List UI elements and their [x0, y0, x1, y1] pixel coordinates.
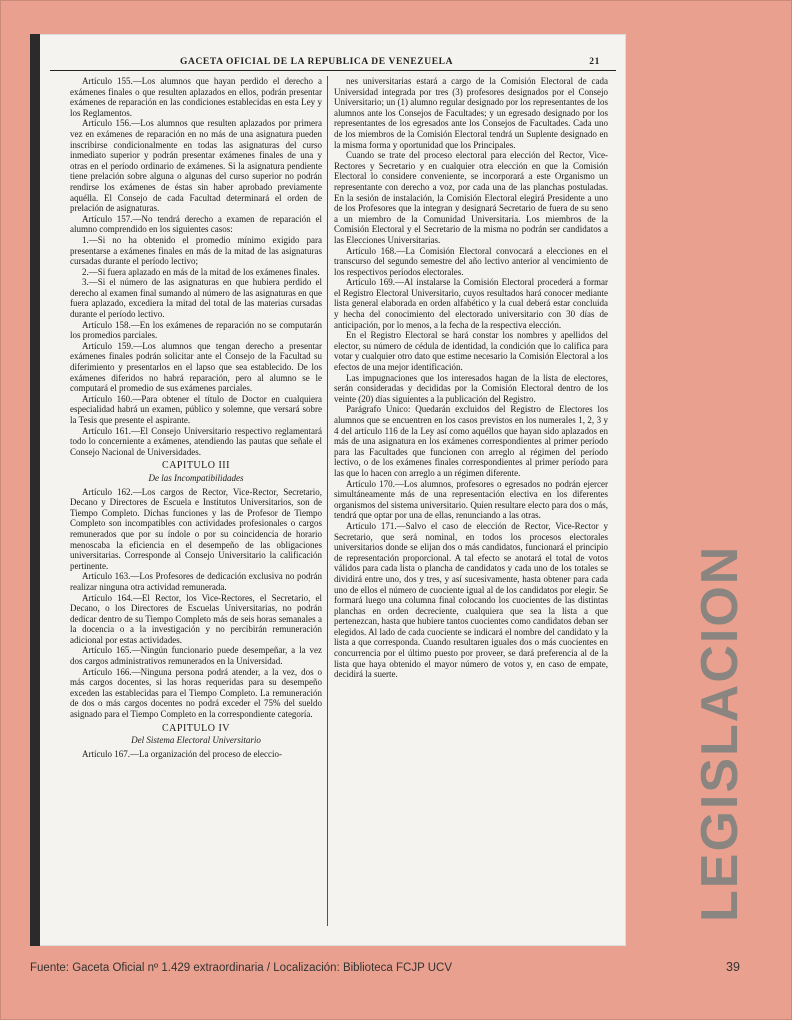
article-paragraph: Las impugnaciones que los interesados hagan de la lista de electores, serán consideradas y decididas por la Comisión Electoral dentro de los veinte (20) días siguientes a la publicación del Registro.	[334, 372, 608, 404]
article-paragraph: Artículo 164.—El Rector, los Vice-Rectores, el Secretario, el Decano, o los Directores de Escuelas Universitarias, no podrán dedicar dentro de su Tiempo Completo más de seis horas semanales a la docencia o a la investigación y no percibirán remuneración adicional por estas actividades.	[70, 592, 322, 645]
article-paragraph: Artículo 158.—En los exámenes de reparación no se computarán los promedios parciales.	[70, 319, 322, 341]
section-label-vertical: LEGISLACION	[691, 544, 749, 922]
article-paragraph: Artículo 155.—Los alumnos que hayan perdido el derecho a exámenes finales o que resulten aplazados en ellos, podrán presentar exámenes de reparación en las condiciones establecidas en esta Ley y los Reglamentos.	[70, 76, 322, 118]
article-paragraph: Artículo 171.—Salvo el caso de elección de Rector, Vice-Rector y Secretario, que será nominal, en todos los procesos electorales universitarios donde se elijan dos o más candidatos, funcionará el principio de representación proporcional. A tal efecto se anotará el total de votos válidos para cada lista o plancha de candidatos y cada uno de los totales se dividirá entre uno, dos y tres, y así sucesivamente, hasta obtener para cada uno de ellos el número de cuociente igual al de los candidatos por elegir. Se formará luego una columna final colocando los cuocientes de las distintas planchas en orden decreciente, cualquiera que sea la lista a que pertenezcan, hasta que hubiere tantos cuocientes como candidatos deban ser elegidos. Al lado de cada cuociente se indicará el nombre del candidato y la lista a que corresponda. Cuando resultaren iguales dos o más cuocientes en concurrencia por el último puesto por proveer, se dará preferencia al de la lista que haya obtenido el mayor número de votos y, en caso de empate, decidirá la suerte.	[334, 520, 608, 680]
source-caption: Fuente: Gaceta Oficial nº 1.429 extraordinaria / Localización: Biblioteca FCJP UCV	[30, 962, 453, 974]
page-number: 39	[726, 960, 740, 974]
scan-dark-edge	[30, 34, 40, 946]
article-paragraph: 3.—Si el número de las asignaturas en que hubiera perdido el derecho al examen final sumando al número de las asignaturas en que fuera aplazado, excediera la mitad del total de las materias cursadas durante el período lectivo.	[70, 277, 322, 320]
article-paragraph: Artículo 157.—No tendrá derecho a examen de reparación el alumno comprendido en los siguientes casos:	[70, 213, 322, 235]
chapter-subtitle: De las Incompatibilidades	[148, 472, 244, 483]
right-text-column	[334, 76, 608, 936]
article-paragraph: Artículo 167.—La organización del proceso de eleccio-	[82, 748, 283, 759]
article-paragraph: Artículo 168.—La Comisión Electoral convocará a elecciones en el transcurso del segundo semestre del año lectivo anterior al vencimiento de los respectivos períodos electorales.	[334, 245, 608, 277]
chapter-heading: CAPITULO III	[162, 460, 230, 472]
article-paragraph: Artículo 163.—Los Profesores de dedicación exclusiva no podrán realizar ninguna otra actividad remunerada.	[70, 571, 322, 592]
article-paragraph: 2.—Si fuera aplazado en más de la mitad de los exámenes finales.	[82, 266, 320, 277]
article-paragraph: En el Registro Electoral se hará constar los nombres y apellidos del elector, su número de cédula de identidad, la condición que lo califica para votar y cualquier otro dato que estime necesario la Comisión Electoral a los efectos de una mejor identificación.	[334, 330, 608, 373]
gazette-header-page: 21	[589, 57, 600, 67]
chapter-subtitle: Del Sistema Electoral Universitario	[131, 735, 261, 746]
gazette-header-title: GACETA OFICIAL DE LA REPUBLICA DE VENEZUELA	[180, 57, 454, 67]
scanned-document	[30, 34, 626, 946]
article-paragraph: Artículo 169.—Al instalarse la Comisión Electoral procederá a formar el Registro Electoral Universitario, cuyos resultados hará conocer mediante lista general elaborada en orden alfabético y la cual deberá estar concluida y hecha del conocimiento del electorado universitario con 30 días de anticipación, por lo menos, a la fecha de la respectiva elección.	[334, 277, 608, 330]
article-paragraph: Artículo 161.—El Consejo Universitario respectivo reglamentará todo lo concerniente a exámenes, atendiendo las pautas que señale el Consejo Nacional de Universidades.	[70, 425, 322, 457]
article-paragraph: Artículo 156.—Los alumnos que resulten aplazados por primera vez en exámenes de reparación en no más de una asignatura pueden inscribirse condicionalmente en todas las asignaturas del curso inmediato superior y podrán presentar exámenes finales de una y otras en el período ordinario de exámenes. Si la asignatura pendiente tiene prelación sobre alguna o algunas del curso superior no podrán rendirse los exámenes de éstas sin haber aprobado previamente aquélla. El Consejo de cada Facultad determinará el orden de prelación de asignaturas.	[70, 118, 322, 214]
article-paragraph: Artículo 165.—Ningún funcionario puede desempeñar, a la vez dos cargos administrativos remunerados en la Universidad.	[70, 645, 322, 667]
article-paragraph: Artículo 170.—Los alumnos, profesores o egresados no podrán ejercer simultáneamente más de una representación electiva en los diferentes organismos del sistema universitario. Quien resultare electo para dos o más, tendrá que optar por una de ellas, renunciando a las otras.	[334, 478, 608, 521]
chapter-heading: CAPITULO IV	[162, 722, 230, 734]
article-paragraph: Artículo 160.—Para obtener el título de Doctor en cualquiera especialidad habrá un examen, público y solemne, que versará sobre la Tesis que presente el aspirante.	[70, 393, 322, 425]
article-paragraph: 1.—Si no ha obtenido el promedio mínimo exigido para presentarse a exámenes finales en más de la mitad de las asignaturas cursadas durante el período lectivo;	[70, 234, 322, 267]
article-paragraph: nes universitarias estará a cargo de la Comisión Electoral de cada Universidad integrada por tres (3) profesores designados por el Consejo Universitario; un (1) alumno regular designado por los representantes de los alumnos ante los Consejos de Facultades; y un egresado designado por los representantes de los egresados ante los Consejos de Facultades. Cada uno de los miembros de la Comisión Electoral tendrá un Suplente designado en la misma forma y oportunidad que los Principales.	[334, 76, 608, 150]
left-text-column	[70, 76, 322, 936]
column-divider	[327, 76, 328, 926]
article-paragraph: Cuando se trate del proceso electoral para elección del Rector, Vice-Rectores y Secretario y en cualquier otra elección en que la Comisión Electoral lo considere conveniente, se incorporará a este Organismo un representante con derecho a voz, por cada una de las planchas postuladas. En la sesión de instalación, la Comisión Electoral elegirá Presidente a uno de los Profesores que la integran y designará Secretario de fuera de su seno a un miembro de la Comunidad Universitaria. Los miembros de la Comisión Electoral y el Secretario de la misma no podrán ser candidatos a las Elecciones Universitarias.	[334, 150, 608, 245]
article-paragraph: Artículo 162.—Los cargos de Rector, Vice-Rector, Secretario, Decano y Directores de Escuela e Institutos Universitarios, son de Tiempo Completo. Dichas funciones y las de Profesor de Tiempo Completo son incompatibles con actividades profesionales o cargos remunerados que por su índole o por su coincidencia de horario menoscaba la eficiencia en el desempeño de las obligaciones universitarias. Corresponde al Consejo Universitario la calificación pertinente.	[70, 486, 322, 571]
article-paragraph: Artículo 159.—Los alumnos que tengan derecho a presentar exámenes finales podrán solicitar ante el Consejo de la Facultad su diferimiento y presentarlos en el lapso que sea establecido. De los exámenes diferidos no habrá reparación, pero al alumno se le computará el promedio de sus exámenes parciales.	[70, 340, 322, 394]
article-paragraph: Artículo 166.—Ninguna persona podrá atender, a la vez, dos o más cargos docentes, si las horas requeridas para su desempeño exceden las establecidas para el Tiempo Completo. La remuneración de dos o más cargos docentes no podrá exceder el 75% del sueldo asignado para el Tiempo Completo en la correspondiente categoría.	[70, 666, 322, 720]
gazette-header	[50, 56, 616, 71]
article-paragraph: Parágrafo Unico: Quedarán excluidos del Registro de Electores los alumnos que se encuentren en los casos previstos en los numerales 1, 2, 3 y 4 del artículo 116 de la Ley así como aquéllos que hayan sido aplazados en más de una asignatura en los exámenes correspondientes al primer período para las Facultades que funcionen con arreglo al régimen del período lectivo, o de los exámenes finales correspondientes al primer período para las que lo hacen con arreglo a un régimen diferente.	[334, 404, 608, 478]
